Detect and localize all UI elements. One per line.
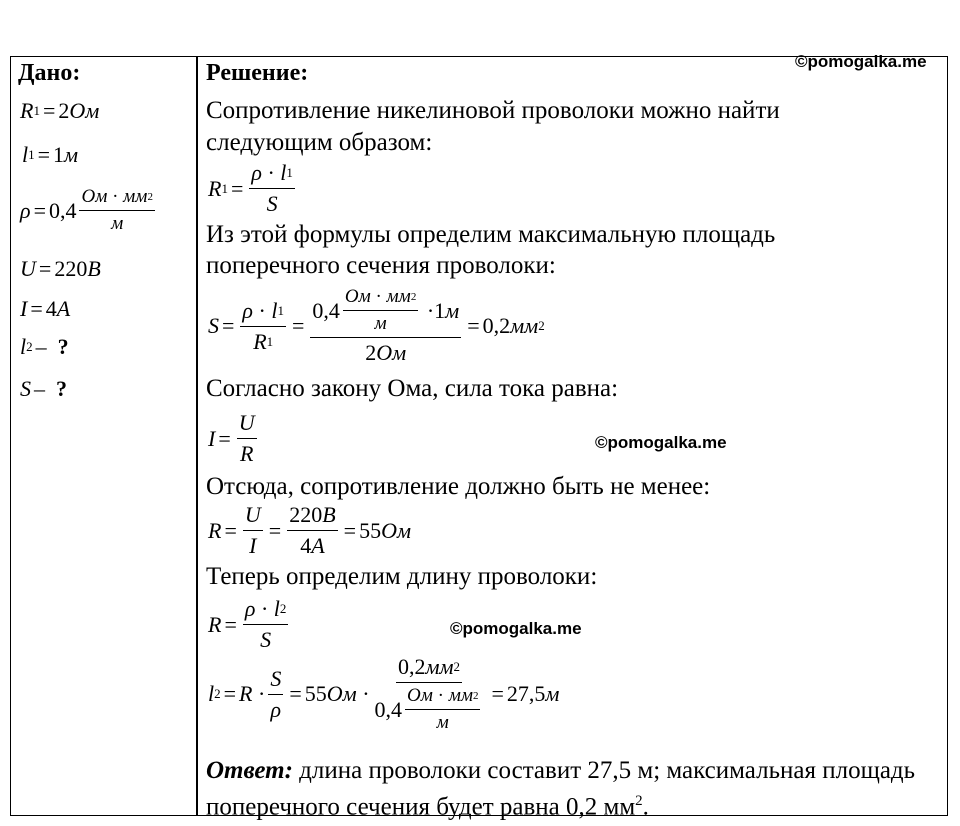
formula-ohm: I = $\frac{U}{R}$ bbox=[208, 410, 255, 466]
answer-end: . bbox=[642, 793, 649, 821]
text-paragraph-1a: Сопротивление никелиновой проволоки можно найти bbox=[206, 97, 780, 124]
formula-r-calc: R = $\frac{U}{I}$ = 220 В 4 А = 55 Ом bbox=[208, 502, 411, 558]
text-paragraph-2b: поперечного сечения проволоки: bbox=[206, 252, 556, 279]
given-r1: R 1 = 2 Ом bbox=[20, 98, 100, 123]
watermark-top: ©pomogalka.me bbox=[795, 52, 927, 71]
text-paragraph-4: Отсюда, сопротивление должно быть не менее: bbox=[206, 473, 711, 500]
formula-s-calc: S = ρ · l 1 R 1 = 0,4 Ом · мм 2 м ·1 м 2 Ом = 0,2 мм 2 bbox=[208, 286, 545, 365]
given-s-unknown: S – ? bbox=[20, 376, 67, 401]
watermark-bottom: ©pomogalka.me bbox=[450, 619, 582, 638]
solution-header: Решение: bbox=[206, 60, 309, 86]
text-paragraph-5: Теперь определим длину проволоки: bbox=[206, 563, 598, 590]
answer-block bbox=[206, 756, 926, 822]
text-paragraph-3: Согласно закону Ома, сила тока равна: bbox=[206, 375, 619, 402]
formula-r-l2: R = ρ · l 2 S bbox=[208, 596, 287, 652]
answer-superscript: 2 bbox=[635, 793, 643, 809]
given-i: I = 4 А bbox=[20, 296, 71, 321]
watermark-middle: ©pomogalka.me bbox=[595, 433, 727, 452]
column-divider bbox=[196, 56, 198, 816]
given-header: Дано: bbox=[18, 60, 81, 86]
answer-label: Ответ: bbox=[206, 757, 293, 784]
formula-r1: R 1 = ρ · l 1 S bbox=[208, 160, 293, 216]
given-l1: l 1 = 1 м bbox=[22, 142, 79, 167]
formula-l2-calc: l 2 = R · $\frac{S}{\rho}$ = 55 Ом · 0,2 мм 2 0,4 Ом · мм 2 м = 27,5 м bbox=[208, 654, 560, 733]
given-l2-unknown: l 2 – ? bbox=[20, 334, 69, 359]
given-rho: ρ = 0,4 Ом · мм 2 м bbox=[20, 186, 153, 234]
answer-text: длина проволоки составит 27,5 м; максимальная площадь поперечного сечения будет равна 0,2 мм bbox=[206, 757, 916, 821]
given-u: U = 220 В bbox=[20, 256, 101, 281]
text-paragraph-2a: Из этой формулы определим максимальную площадь bbox=[206, 221, 776, 248]
text-paragraph-1b: следующим образом: bbox=[206, 129, 433, 156]
